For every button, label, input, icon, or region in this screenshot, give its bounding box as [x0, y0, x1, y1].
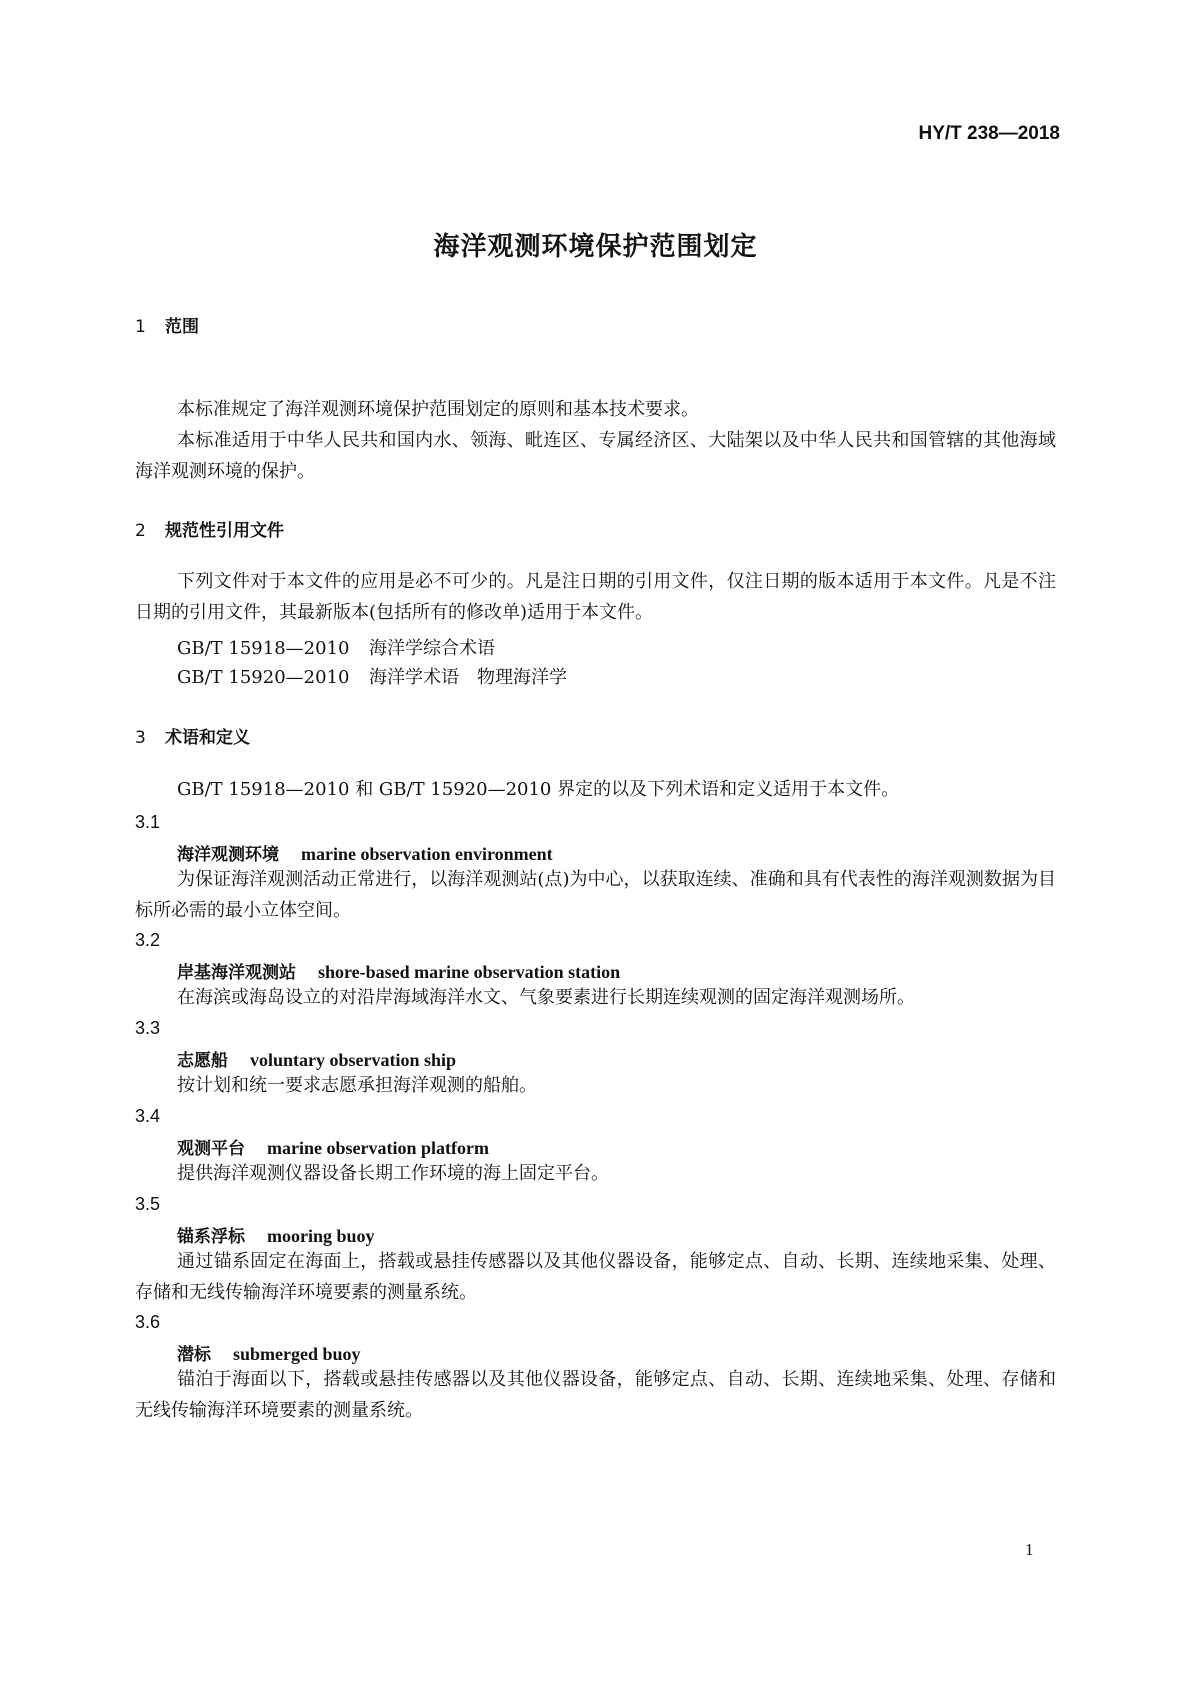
term-heading: [177, 1134, 489, 1159]
section-number: 1: [135, 317, 146, 337]
section-title: 范围: [165, 317, 199, 337]
term-number: 3.5: [135, 1194, 161, 1214]
paragraph: 本标准规定了海洋观测环境保护范围划定的原则和基本技术要求。: [177, 399, 699, 420]
term-en: submerged buoy: [233, 1344, 361, 1364]
section-number: 3: [135, 728, 146, 748]
section-3-heading: [135, 723, 250, 748]
reference-item: [177, 634, 495, 660]
paragraph: 本标准适用于中华人民共和国内水、领海、毗连区、专属经济区、大陆架以及中华人民共和国管辖的其他海域海洋观测环境的保护。: [135, 430, 1056, 482]
section-title: 术语和定义: [165, 728, 250, 748]
term-definition: 锚泊于海面以下，搭载或悬挂传感器以及其他仪器设备，能够定点、自动、长期、连续地采集、处理、存储和无线传输海洋环境要素的测量系统。: [135, 1369, 1056, 1421]
term-definition: 按计划和统一要求志愿承担海洋观测的船舶。: [177, 1075, 537, 1096]
paragraph: GB/T 15918—2010 和 GB/T 15920—2010 界定的以及下列术语和定义适用于本文件。: [177, 779, 900, 800]
term-heading: [177, 958, 620, 983]
section-1-heading: [135, 312, 199, 337]
page-number: 1: [1025, 1540, 1034, 1559]
term-zh: 岸基海洋观测站: [177, 963, 296, 983]
term-zh: 锚系浮标: [177, 1227, 245, 1247]
term-definition: 提供海洋观测仪器设备长期工作环境的海上固定平台。: [177, 1163, 609, 1184]
term-zh: 志愿船: [177, 1051, 228, 1071]
term-number: 3.4: [135, 1106, 161, 1126]
reference-title: 海洋学综合术语: [369, 638, 495, 659]
reference-code: GB/T 15920—2010: [177, 667, 350, 688]
section-number: 2: [135, 521, 146, 541]
term-definition: 在海滨或海岛设立的对沿岸海域海洋水文、气象要素进行长期连续观测的固定海洋观测场所。: [177, 987, 915, 1008]
term-zh: 海洋观测环境: [177, 845, 279, 865]
term-definition: 通过锚系固定在海面上，搭载或悬挂传感器以及其他仪器设备，能够定点、自动、长期、连续地采集、处理、存储和无线传输海洋环境要素的测量系统。: [135, 1251, 1056, 1303]
term-number: 3.2: [135, 930, 161, 950]
term-heading: [177, 1046, 456, 1071]
term-number: 3.1: [135, 812, 161, 832]
term-en: mooring buoy: [267, 1226, 375, 1246]
standard-number: HY/T 238—2018: [918, 123, 1060, 144]
term-zh: 观测平台: [177, 1139, 245, 1159]
term-definition: 为保证海洋观测活动正常进行，以海洋观测站(点)为中心，以获取连续、准确和具有代表性的海洋观测数据为目标所必需的最小立体空间。: [135, 869, 1056, 921]
term-heading: [177, 1340, 361, 1365]
paragraph: 下列文件对于本文件的应用是必不可少的。凡是注日期的引用文件，仅注日期的版本适用于本文件。凡是不注日期的引用文件，其最新版本(包括所有的修改单)适用于本文件。: [135, 571, 1056, 623]
term-en: shore-based marine observation station: [318, 962, 621, 982]
section-2-heading: [135, 516, 284, 541]
reference-code: GB/T 15918—2010: [177, 638, 350, 659]
term-number: 3.3: [135, 1018, 161, 1038]
document-title: 海洋观测环境保护范围划定: [433, 232, 758, 262]
section-title: 规范性引用文件: [165, 521, 284, 541]
term-heading: [177, 840, 553, 865]
reference-item: [177, 663, 567, 689]
reference-title: 海洋学术语 物理海洋学: [369, 667, 567, 688]
term-en: voluntary observation ship: [250, 1050, 457, 1070]
term-zh: 潜标: [177, 1345, 211, 1365]
term-en: marine observation platform: [267, 1138, 489, 1158]
term-en: marine observation environment: [301, 844, 553, 864]
term-number: 3.6: [135, 1312, 161, 1332]
term-heading: [177, 1222, 375, 1247]
